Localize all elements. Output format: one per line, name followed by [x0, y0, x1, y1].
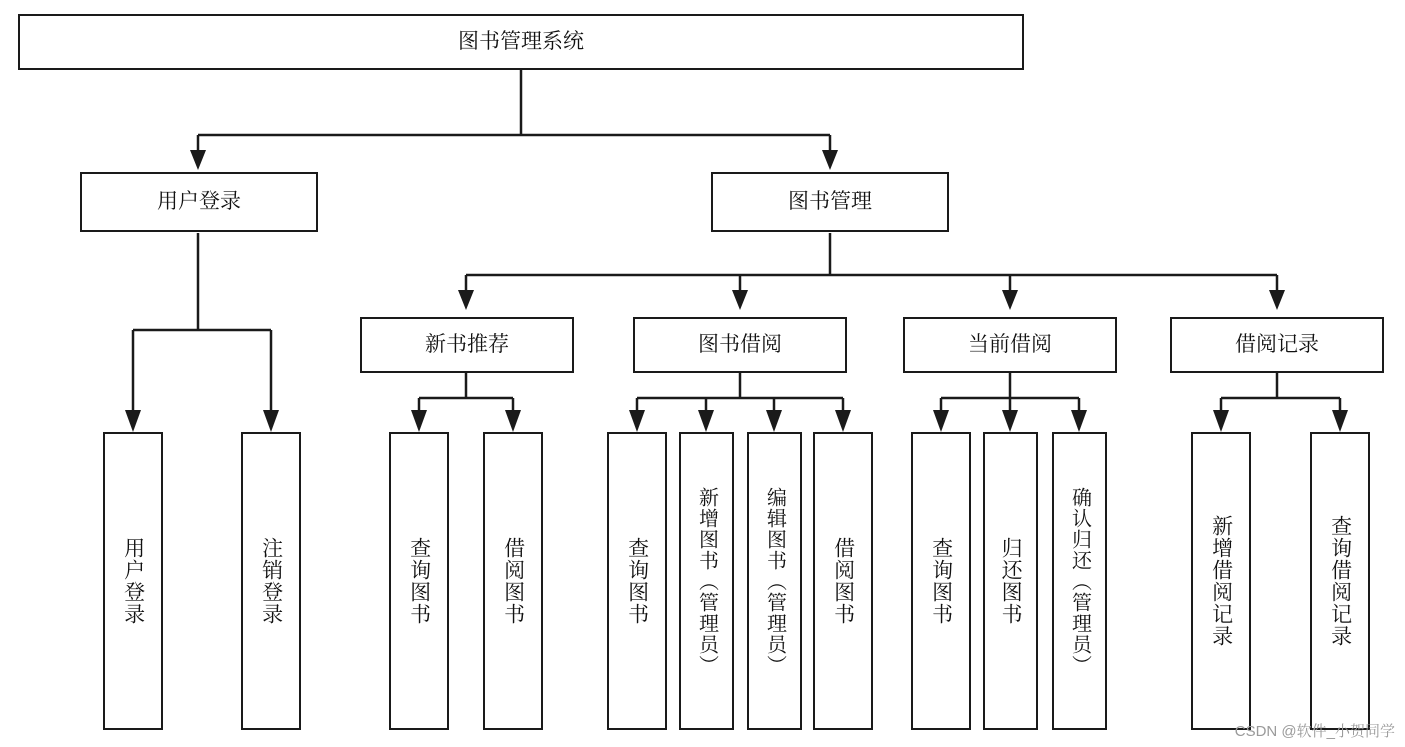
node-leaf-query-record: 查询借阅记录	[1310, 432, 1370, 730]
node-leaf-query-book-2: 查询图书	[607, 432, 667, 730]
node-leaf-edit-book: 编辑图书（管理员）	[747, 432, 802, 730]
node-leaf-add-book: 新增图书（管理员）	[679, 432, 734, 730]
watermark-text: CSDN @软件_小贺同学	[1234, 723, 1395, 740]
node-leaf-user-login: 用户登录	[103, 432, 163, 730]
node-new-book-recommend: 新书推荐	[360, 317, 574, 373]
node-current-borrow: 当前借阅	[903, 317, 1117, 373]
node-leaf-confirm-return: 确认归还（管理员）	[1052, 432, 1107, 730]
node-leaf-query-book-1: 查询图书	[389, 432, 449, 730]
node-leaf-logout: 注销登录	[241, 432, 301, 730]
node-borrow-record: 借阅记录	[1170, 317, 1384, 373]
node-book-manage: 图书管理	[711, 172, 949, 232]
node-leaf-borrow-book-2: 借阅图书	[813, 432, 873, 730]
node-user-login: 用户登录	[80, 172, 318, 232]
node-leaf-borrow-book-1: 借阅图书	[483, 432, 543, 730]
node-leaf-add-record: 新增借阅记录	[1191, 432, 1251, 730]
node-leaf-query-book-3: 查询图书	[911, 432, 971, 730]
node-book-borrow: 图书借阅	[633, 317, 847, 373]
node-leaf-return-book: 归还图书	[983, 432, 1038, 730]
node-root-system: 图书管理系统	[18, 14, 1024, 70]
